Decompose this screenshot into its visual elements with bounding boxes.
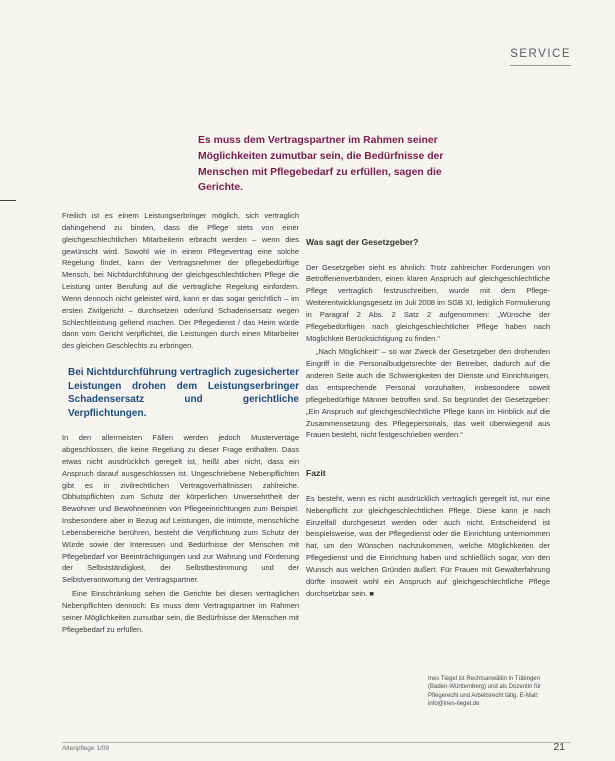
margin-mark (0, 200, 16, 201)
bottom-divider (62, 742, 571, 743)
author-bio: Ines Tiegel ist Rechtsanwältin in Tübingen (Baden-Württemberg) und als Dozentin für Pflegerecht und Arbeitsrecht tätig. E-Mail: info@ines-tiegel.de (428, 676, 542, 708)
heading-gesetzgeber: Was sagt der Gesetzgeber? (306, 237, 419, 247)
top-divider (510, 65, 571, 66)
right-paragraph-1: Der Gesetzgeber sieht es ähnlich: Trotz zahlreicher Forderungen von Betroffenenverbänden, einen klaren Anspruch auf gleichgeschlechtliche Pflege vertraglich festzuschreiben, wurde mit dem Pflege-Weiterentwicklungsgesetz im Juli 2008 im SGB XI, lediglich Formulierung in Paragraf 2 Abs. 2 Satz 2 aufgenommen: „Wünsche der Pflegebedürftigen nach gleichgeschlechtlicher Pflege haben nach Möglichkeit Berücksichtigung zu finden.“ (306, 262, 550, 343)
right-column (306, 210, 550, 601)
footer-magazine: Altenpflege 1/09 (62, 745, 109, 752)
pull-quote: Es muss dem Vertragspartner im Rahmen seiner Möglichkeiten zumutbar sein, die Bedürfnisse der Menschen mit Pflegebedarf zu erfüllen, sagen die Gerichte. (198, 135, 444, 194)
page-number: 21 (553, 741, 565, 753)
right-paragraph-2: „Nach Möglichkeit“ – so war Zweck der Gesetzgeber den drohenden Eingriff in die Personalbudgetsrechte der Betreiber, dadurch auf die anderen Seite auch die Schwierigkeiten der Dienste und Einrichtungen, das entsprechende Personal vorzuhalten, insbesondere soweit pflegebedürftige Männer betroffen sind. So begründet der Gesetzgeber: „Ein Anspruch auf gleichgeschlechtliche Pflege kann im Hinblick auf die Zusammensetzung des Pflegepersonals, das weit überwiegend aus Frauen besteht, nicht festgeschrieben werden.“ (306, 347, 550, 440)
left-paragraph-3: Eine Einschränkung sehen die Gerichte bei diesen vertraglichen Nebenpflichten dennoch: Es muss dem Vertragspartner im Rahmen seiner Möglichkeiten zumutbar sein, die Bedürfnisse der Menschen mit Pflegebedarf zu erfüllen. (62, 589, 299, 634)
left-column (62, 210, 299, 637)
left-paragraph-1: Freilich ist es einem Leistungserbringer möglich, sich vertraglich dahingehend zu binden, dass die Pflege stets von einer gleichgeschlechtlichen Mitarbeiterin erbracht werden – wenn dies gewünscht wird. Sowohl wie in einem Pflegevertrag eine solche Regelung findet, kann der Vertragsnehmer der pflegebedürftige Mensch, bei Nichtdurchführung der gleichgeschlechtlichen Pflege die Leistung unter Berufung auf die vertragliche Regelung einfordern. Wenn dennoch nicht geleistet wird, kann er das sogar gerichtlich – im ersten Zivilgericht – durchsetzen oder/und Schadensersatz wegen Schlechtleistung geltend machen. Der Pflegedienst / das Heim würde dann vom Gericht verpflichtet, die Leistungen durch einen Mitarbeiter des gleichen Geschlechts zu erbringen. (62, 211, 299, 351)
callout-quote: Bei Nichtdurchführung vertraglich zugesicherter Leistungen drohen dem Leistungserbringer Schadensersatz und gerichtliche Verpflichtungen. (68, 367, 299, 419)
left-paragraph-2: In den allermeisten Fällen werden jedoch Mustervertäge abgeschlossen, die keine Regelung zu dieser Frage enthalten. Dass etwas nicht ausdrücklich geregelt ist, heißt aber nicht, dass ein Anspruch darauf ausgeschlossen ist. Ungeschriebene Nebenpflichten gibt es in zivilrechtlichen Vertragsverhältnissen zahlreiche. Obhutspflichten zum Schutz der körperlichen Unversehrtheit der Bewohner und Bewohnerinnen von Pflegeeinrichtungen zum Beispiel. Insbesondere aber in Bezug auf Leistungen, die intimste, menschliche Lebensbereiche berühren, besteht die Verpflichtung zum Schutz der Würde sowie der Interessen und Bedürfnisse der Menschen mit Pflegebedarf vor Beeinträchtigungen und zur Wahrung und Förderung der Selbstständigkeit, der Selbstbestimmung und der Selbstverantwortung der Vertragspartner. (62, 433, 299, 585)
right-paragraph-3: Es besteht, wenn es nicht ausdrücklich vertraglich geregelt ist, nur eine Nebenpflicht zur gleichgeschlechtlichen Pflege. Diese kann je nach Einzelfall durchgesetzt werden oder auch nicht. Entscheidend ist beispielsweise, was der Pflegedienst oder die Einrichtung unternommen hat, um den Wünschen nachzukommen, welche Möglichkeiten der Pflegedienst und die Einrichtung haben und schließlich sogar, von den Wunsch aus welchen Gründen äußert. Für Frauen mit Gewalterfahrung dürfte insoweit wohl ein Anspruch auf gleichgeschlechtliche Pflege durchsetzbar sein. ■ (306, 493, 550, 598)
heading-fazit: Fazit (306, 468, 326, 479)
section-label: SERVICE (510, 48, 571, 60)
